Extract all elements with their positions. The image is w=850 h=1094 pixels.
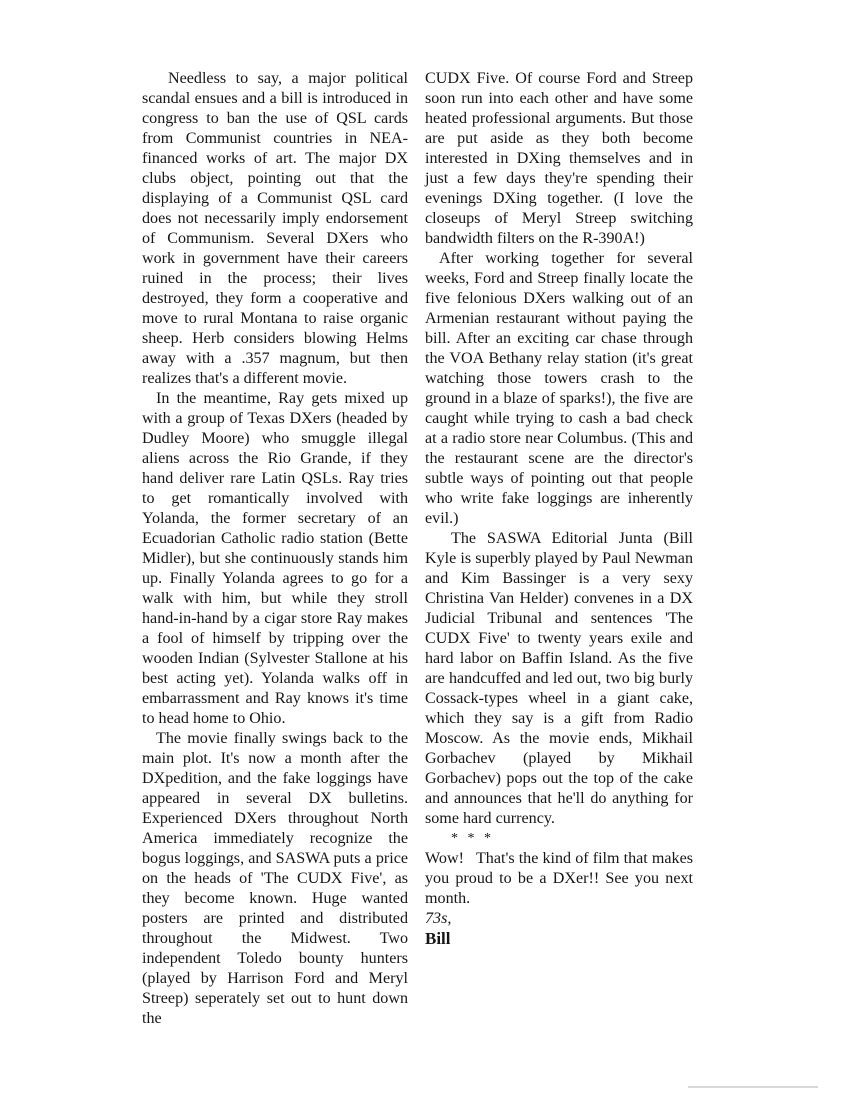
paragraph: CUDX Five. Of course Ford and Streep soon run into each other and have some heated professional arguments. But those are put aside as they both become interested in DXing themselves and in just a few days they're spending their evenings DXing together. (I love the closeups of Meryl Streep switching bandwidth filters on the R-390A!) <box>425 70 693 247</box>
paragraph: In the meantime, Ray gets mixed up with a group of Texas DXers (headed by Dudley Moore) who smuggle illegal aliens across the Rio Grande, if they hand deliver rare Latin QSLs. Ray tries to get romantically involved with Yolanda, the former secretary of an Ecuadorian Catholic radio station (Bette Midler), but she continuously stands him up. Finally Yolanda agrees to go for a walk with him, but while they stroll hand-in-hand by a cigar store Ray makes a fool of himself by tripping over the wooden Indian (Sylvester Stallone at his best acting yet). Yolanda walks off in embarrassment and Ray knows it's time to head home to Ohio. <box>142 390 408 727</box>
paragraph: Needless to say, a major political scandal ensues and a bill is introduced in congress to ban the use of QSL cards from Communist countries in NEA-financed works of art. The major DX clubs object, pointing out that the displaying of a Communist QSL card does not necessarily imply endorsement of Communism. Several DXers who work in government have their careers ruined in the process; their lives destroyed, they form a cooperative and move to rural Montana to raise organic sheep. Herb considers blowing Helms away with a .357 magnum, but then realizes that's a different movie. <box>142 70 408 387</box>
signature: Bill <box>425 929 451 948</box>
section-separator: * * * <box>451 831 494 846</box>
left-column <box>142 69 408 1029</box>
closing-paragraph: Wow! That's the kind of film that makes you proud to be a DXer!! See you next month. <box>425 850 698 907</box>
right-column <box>425 69 698 949</box>
paragraph: The movie finally swings back to the main plot. It's now a month after the DXpedition, and the fake loggings have appeared in several DX bulletins. Experienced DXers throughout North America immediately recognize the bogus loggings, and SASWA puts a price on the heads of 'The CUDX Five', as they become known. Huge wanted posters are printed and distributed throughout the Midwest. Two independent Toledo bounty hunters (played by Harrison Ford and Meryl Streep) seperately set out to hunt down the <box>142 730 408 1027</box>
scan-edge-mark <box>688 1086 818 1088</box>
paragraph: The SASWA Editorial Junta (Bill Kyle is superbly played by Paul Newman and Kim Bassinger is a very sexy Christina Van Helder) convenes in a DX Judicial Tribunal and sentences 'The CUDX Five' to twenty years exile and hard labor on Baffin Island. As the five are handcuffed and led out, two big burly Cossack-types wheel in a giant cake, which they say is a gift from Radio Moscow. As the movie ends, Mikhail Gorbachev (played by Mikhail Gorbachev) pops out the top of the cake and announces that he'll do anything for some hard currency. <box>425 530 693 827</box>
signoff: 73s, <box>425 910 452 927</box>
paragraph: After working together for several weeks, Ford and Streep finally locate the five felonious DXers walking out of an Armenian restaurant without paying the bill. After an exciting car chase through the VOA Bethany relay station (it's great watching those towers crash to the ground in a blaze of sparks!), the five are caught while trying to cash a bad check at a radio store near Columbus. (This and the restaurant scene are the director's subtle ways of pointing out that people who write fake loggings are inherently evil.) <box>425 250 693 527</box>
